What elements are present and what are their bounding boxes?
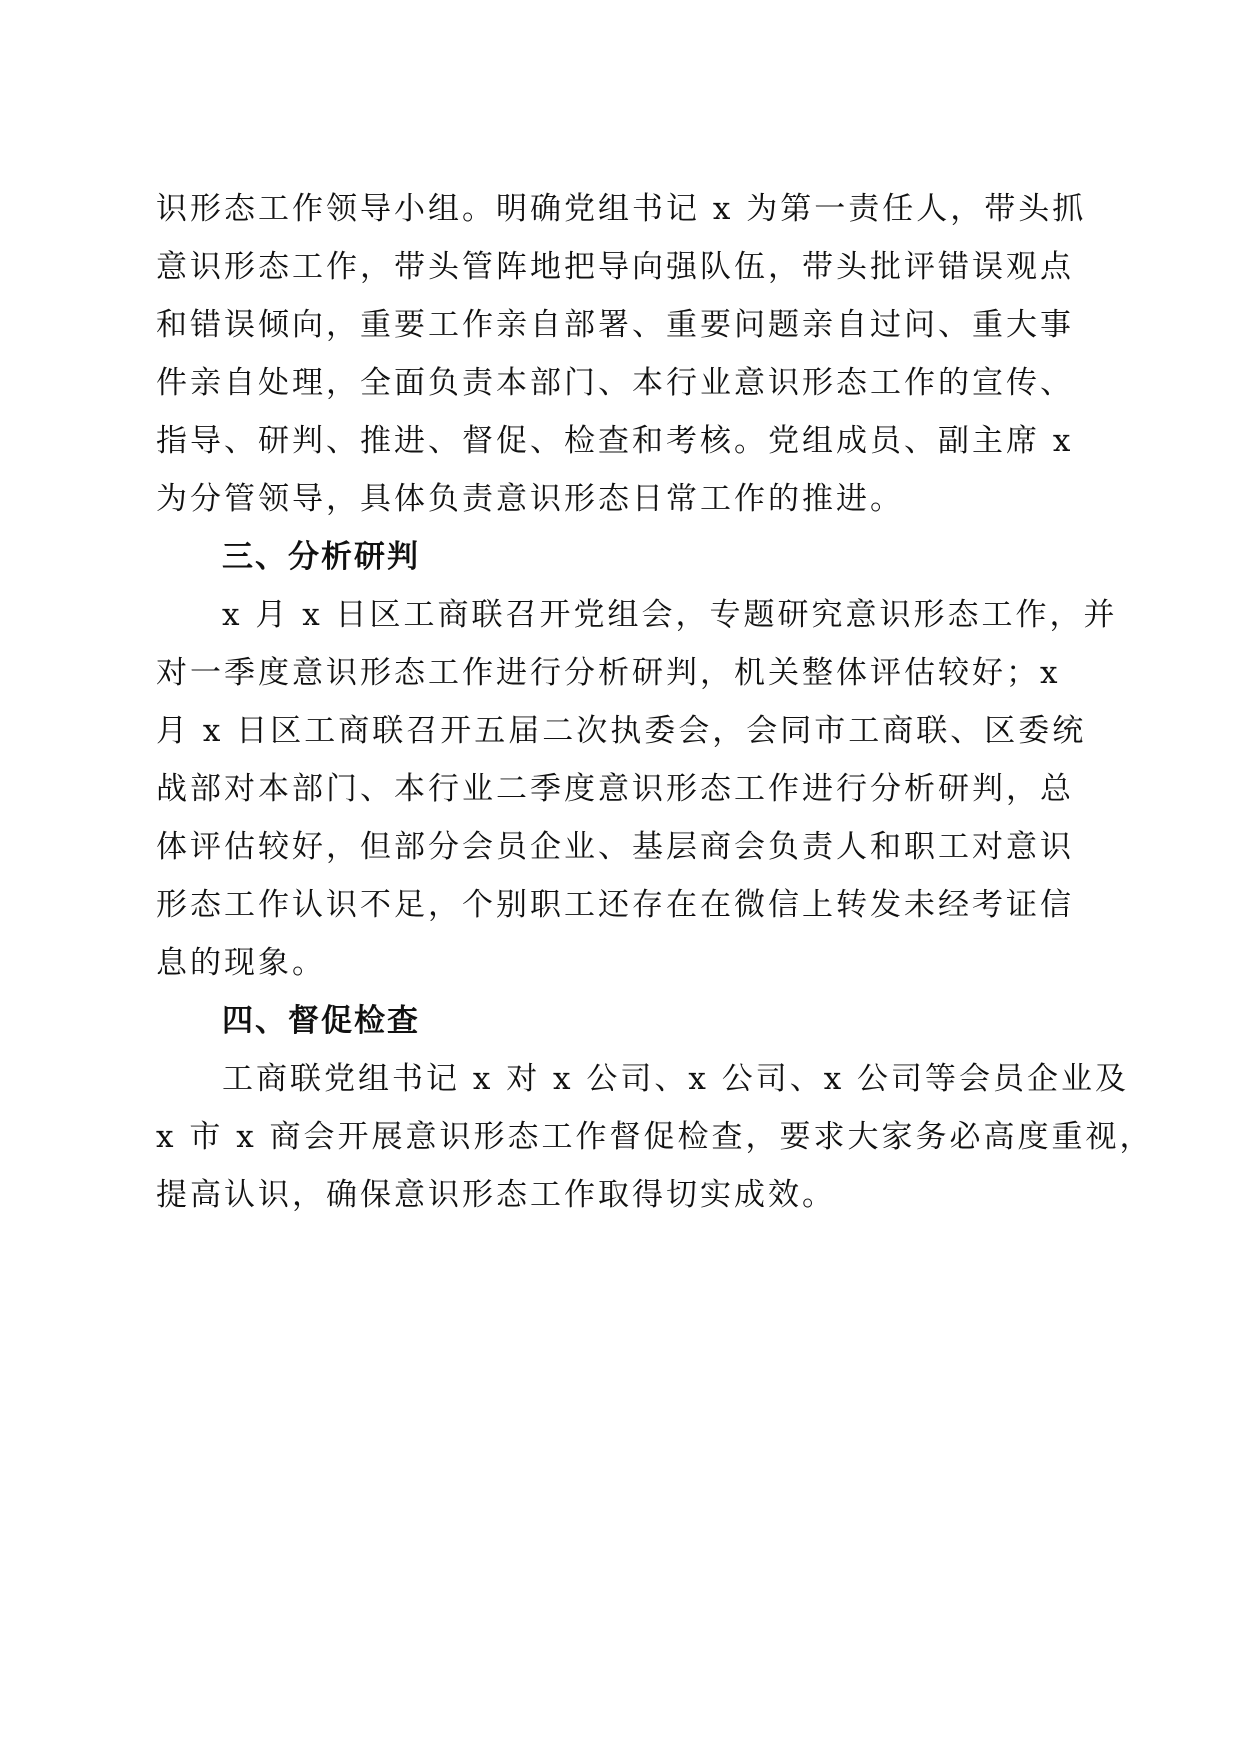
text-line: x 月 x 日区工商联召开党组会，专题研究意识形态工作，并 <box>222 597 1118 633</box>
text-line: 工商联党组书记 x 对 x 公司、x 公司、x 公司等会员企业及 <box>222 1061 1130 1097</box>
text-line: 指导、研判、推进、督促、检查和考核。党组成员、副主席 x <box>156 423 1074 459</box>
section-heading-analysis: 三、分析研判 <box>222 539 420 575</box>
paragraph-inspection <box>156 1050 1154 1224</box>
paragraph-analysis <box>156 586 1118 992</box>
text-line: 对一季度意识形态工作进行分析研判，机关整体评估较好；x <box>156 655 1061 691</box>
text-line: 月 x 日区工商联召开五届二次执委会，会同市工商联、区委统 <box>156 713 1087 749</box>
section-heading-inspection: 四、督促检查 <box>222 1003 420 1039</box>
document-body <box>156 180 1154 1224</box>
text-line: 为分管领导，具体负责意识形态日常工作的推进。 <box>156 481 904 517</box>
text-line: x 市 x 商会开展意识形态工作督促检查，要求大家务必高度重视， <box>156 1119 1154 1155</box>
paragraph-leadership-group <box>156 180 1096 528</box>
text-line: 件亲自处理，全面负责本部门、本行业意识形态工作的宣传、 <box>156 365 1074 401</box>
text-line: 形态工作认识不足，个别职工还存在在微信上转发未经考证信 <box>156 887 1074 923</box>
text-line: 和错误倾向，重要工作亲自部署、重要问题亲自过问、重大事 <box>156 307 1074 343</box>
text-line: 体评估较好，但部分会员企业、基层商会负责人和职工对意识 <box>156 829 1074 865</box>
text-line: 息的现象。 <box>156 945 326 981</box>
text-line: 意识形态工作，带头管阵地把导向强队伍，带头批评错误观点 <box>156 249 1074 285</box>
text-line: 提高认识，确保意识形态工作取得切实成效。 <box>156 1177 836 1213</box>
text-line: 识形态工作领导小组。明确党组书记 x 为第一责任人，带头抓 <box>156 191 1087 227</box>
text-line: 战部对本部门、本行业二季度意识形态工作进行分析研判，总 <box>156 771 1074 807</box>
